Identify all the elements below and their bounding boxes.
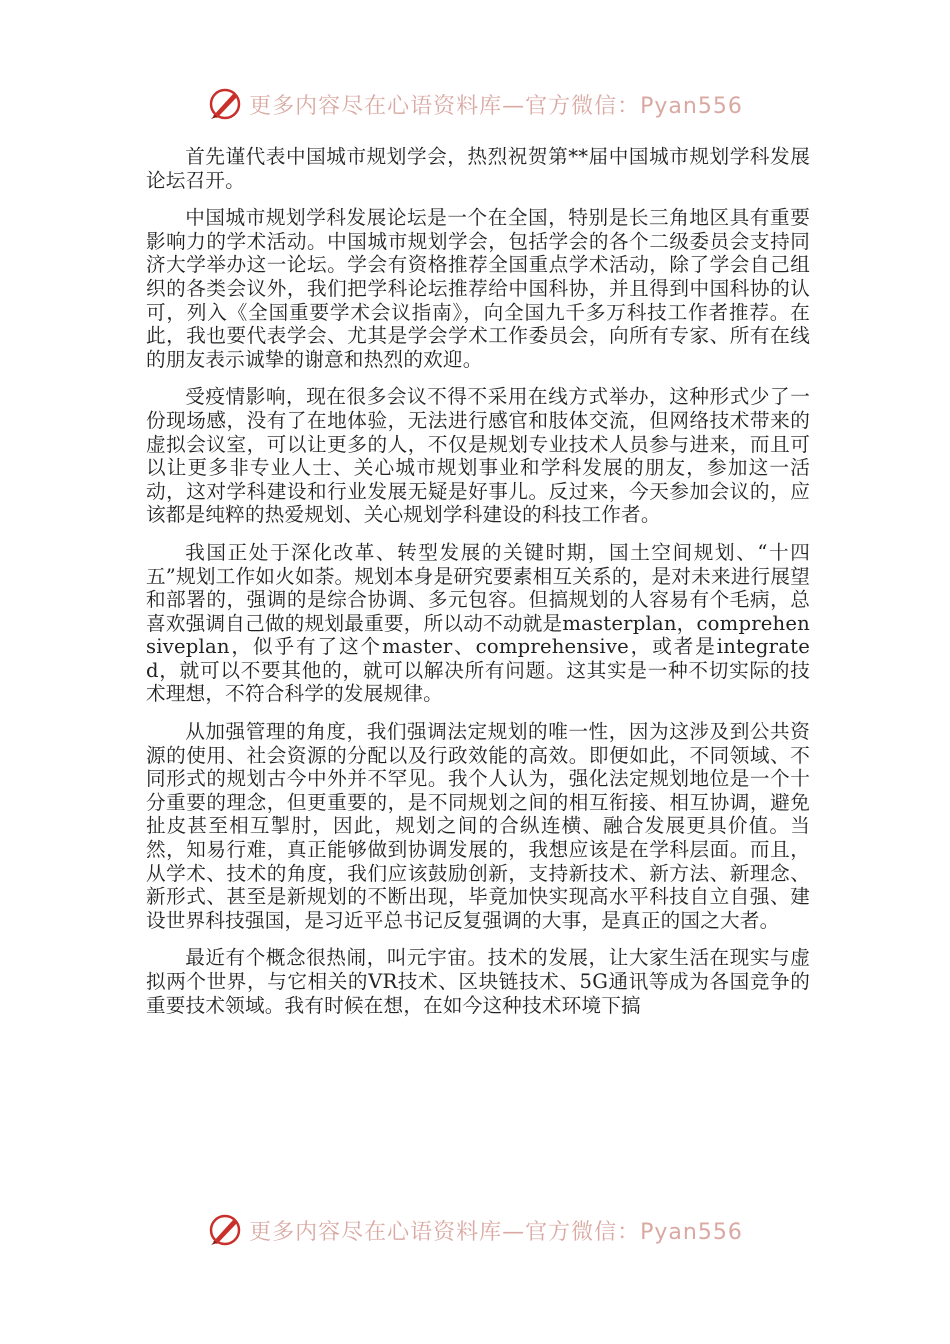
paragraph: 从加强管理的角度，我们强调法定规划的唯一性，因为这涉及到公共资源的使用、社会资源的分配以及行政效能的高效。即便如此，不同领域、不同形式的规划古今中外并不罕见。我个人认为，强化法定规划地位是一个十分重要的理念，但更重要的，是不同规划之间的相互衔接、相互协调，避免扯皮甚至相互掣肘，因此，规划之间的合纵连横、融合发展更具价值。当然，知易行难，真正能够做到协调发展的，我想应该是在学科层面。而且，从学术、技术的角度，我们应该鼓励创新，支持新技术、新方法、新理念、新形式、甚至是新规划的不断出现，毕竟加快实现高水平科技自立自强、建设世界科技强国，是习近平总书记反复强调的大事，是真正的国之大者。 [146, 720, 810, 932]
header-banner [0, 84, 950, 124]
banner-text: 更多内容尽在心语资料库—官方微信：Pyan556 [249, 93, 743, 119]
paragraph: 首先谨代表中国城市规划学会，热烈祝贺第**届中国城市规划学科发展论坛召开。 [146, 145, 810, 192]
paragraph: 中国城市规划学科发展论坛是一个在全国，特别是长三角地区具有重要影响力的学术活动。中国城市规划学会，包括学会的各个二级委员会支持同济大学举办这一论坛。学会有资格推荐全国重点学术活动，除了学会自己组织的各类会议外，我们把学科论坛推荐给中国科协，并且得到中国科协的认可，列入《全国重要学术会议指南》，向全国九千多万科技工作者推荐。在此，我也要代表学会、尤其是学会学术工作委员会，向所有专家、所有在线的朋友表示诚挚的谢意和热烈的欢迎。 [146, 206, 810, 371]
banner-text: 更多内容尽在心语资料库—官方微信：Pyan556 [249, 1219, 743, 1245]
paragraph: 我国正处于深化改革、转型发展的关键时期，国土空间规划、“十四五”规划工作如火如荼。规划本身是研究要素相互关系的，是对未来进行展望和部署的，强调的是综合协调、多元包容。但搞规划的人容易有个毛病，总喜欢强调自己做的规划最重要，所以动不动就是masterplan，comprehensiveplan，似乎有了这个master、comprehensive，或者是integrated，就可以不要其他的，就可以解决所有问题。这其实是一种不切实际的技术理想，不符合科学的发展规律。 [146, 540, 810, 706]
pen-circle-icon [207, 86, 243, 122]
document-body [146, 145, 810, 1031]
paragraph: 受疫情影响，现在很多会议不得不采用在线方式举办，这种形式少了一份现场感，没有了在地体验，无法进行感官和肢体交流，但网络技术带来的虚拟会议室，可以让更多的人，不仅是规划专业技术人员参与进来，而且可以让更多非专业人士、关心城市规划事业和学科发展的朋友，参加这一活动，这对学科建设和行业发展无疑是好事儿。反过来，今天参加会议的，应该都是纯粹的热爱规划、关心规划学科建设的科技工作者。 [146, 385, 810, 527]
footer-banner [0, 1210, 950, 1250]
paragraph: 最近有个概念很热闹，叫元宇宙。技术的发展，让大家生活在现实与虚拟两个世界，与它相关的VR技术、区块链技术、5G通讯等成为各国竞争的重要技术领域。我有时候在想，在如今这种技术环境下搞 [146, 946, 810, 1017]
pen-circle-icon [207, 1212, 243, 1248]
